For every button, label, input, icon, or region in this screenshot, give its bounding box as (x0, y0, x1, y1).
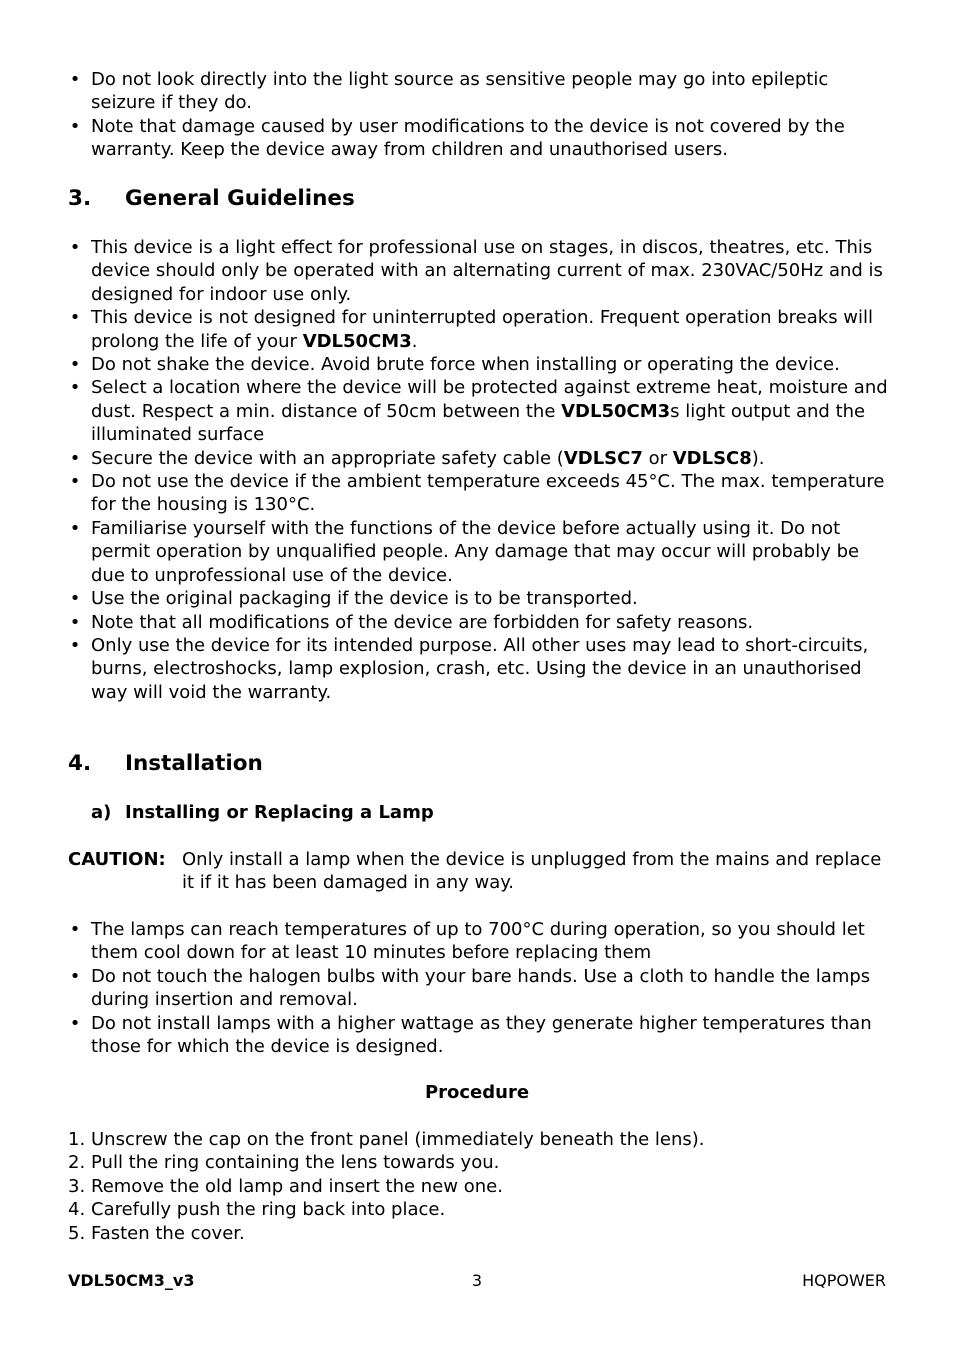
bullet-icon: • (69, 377, 81, 399)
list-item: • Secure the device with an appropriate safety cable (VDLSC7 or VDLSC8). (69, 447, 765, 469)
bullet-icon: • (69, 354, 81, 376)
list-item: • Do not look directly into the light source as sensitive people may go into epileptic seizure if they do. (69, 69, 829, 114)
list-item: • Only use the device for its intended purpose. All other uses may lead to short-circuits, burns, electroshocks, lamp explosion, crash, etc. Using the device in an unauthorised way will void the warranty. (69, 634, 869, 703)
intro-bullet-list (68, 68, 890, 162)
bullet-icon: • (69, 115, 81, 137)
list-item: 2. Pull the ring containing the lens towards you. (68, 1152, 500, 1174)
bullet-icon: • (69, 237, 81, 258)
general-guidelines-list (68, 236, 890, 704)
bullet-icon: • (69, 517, 81, 539)
list-item: • This device is not designed for uninterrupted operation. Frequent operation breaks will prolong the life of your VDL50CM3. (69, 307, 874, 352)
footer-brand: HQPOWER (802, 1271, 886, 1290)
section-heading-general-guidelines: 3. General Guidelines (68, 186, 355, 211)
bullet-icon: • (69, 588, 81, 610)
bullet-icon: • (69, 307, 81, 329)
section-heading-installation: 4. Installation (68, 751, 263, 776)
list-item: • This device is a light effect for professional use on stages, in discos, theatres, etc. This device should only be operated with an alternating current of max. 230VAC/50Hz and is designed for indoor use only. (69, 237, 883, 305)
list-item: 5. Fasten the cover. (68, 1222, 245, 1244)
list-item: • Select a location where the device will be protected against extreme heat, moisture and dust. Respect a min. distance of 50cm between the VDL50CM3s light output and the illuminated surface (69, 377, 888, 446)
list-item: 1. Unscrew the cap on the front panel (immediately beneath the lens). (68, 1129, 705, 1150)
list-item: • Familiarise yourself with the functions of the device before actually using it. Do not permit operation by unqualified people. Any damage that may occur will probably be due to unprofessional use of the device. (69, 517, 860, 586)
procedure-heading: Procedure (424, 1082, 530, 1103)
list-item: • Do not touch the halogen bulbs with your bare hands. Use a cloth to handle the lamps during insertion and removal. (69, 965, 871, 1011)
footer-doc-id: VDL50CM3_v3 (68, 1271, 195, 1290)
list-item: 4. Carefully push the ring back into place. (68, 1199, 446, 1221)
bullet-icon: • (69, 611, 81, 633)
list-item: • Do not use the device if the ambient temperature exceeds 45°C. The max. temperature for the housing is 130°C. (69, 471, 885, 516)
list-item: • The lamps can reach temperatures of up to 700°C during operation, so you should let them cool down for at least 10 minutes before replacing them (69, 919, 865, 964)
list-item: • Note that all modifications of the device are forbidden for safety reasons. (69, 611, 754, 633)
bullet-icon: • (69, 634, 81, 656)
procedure-steps (68, 1128, 890, 1245)
bullet-icon: • (69, 965, 81, 987)
list-item: • Note that damage caused by user modifications to the device is not covered by the warranty. Keep the device away from children and unauthorised users. (69, 115, 845, 161)
list-item: • Do not shake the device. Avoid brute force when installing or operating the device. (69, 354, 840, 376)
caution-note (68, 848, 890, 895)
bullet-icon: • (69, 471, 81, 493)
caution-label: CAUTION: (68, 849, 166, 870)
subsection-heading-lamp: a) Installing or Replacing a Lamp (91, 802, 434, 823)
list-item: • Do not install lamps with a higher wattage as they generate higher temperatures than those for which the device is designed. (69, 1012, 872, 1058)
list-item: 3. Remove the old lamp and insert the new one. (68, 1175, 503, 1197)
footer-page-number: 3 (471, 1271, 483, 1290)
list-item: • Use the original packaging if the device is to be transported. (69, 588, 638, 610)
bullet-icon: • (69, 919, 81, 940)
caution-text: Only install a lamp when the device is unplugged from the mains and replace it if it has been damaged in any way. (182, 849, 882, 894)
bullet-icon: • (69, 1012, 81, 1034)
bullet-icon: • (69, 69, 81, 90)
bullet-icon: • (69, 447, 81, 469)
lamp-bullet-list (68, 918, 890, 1058)
